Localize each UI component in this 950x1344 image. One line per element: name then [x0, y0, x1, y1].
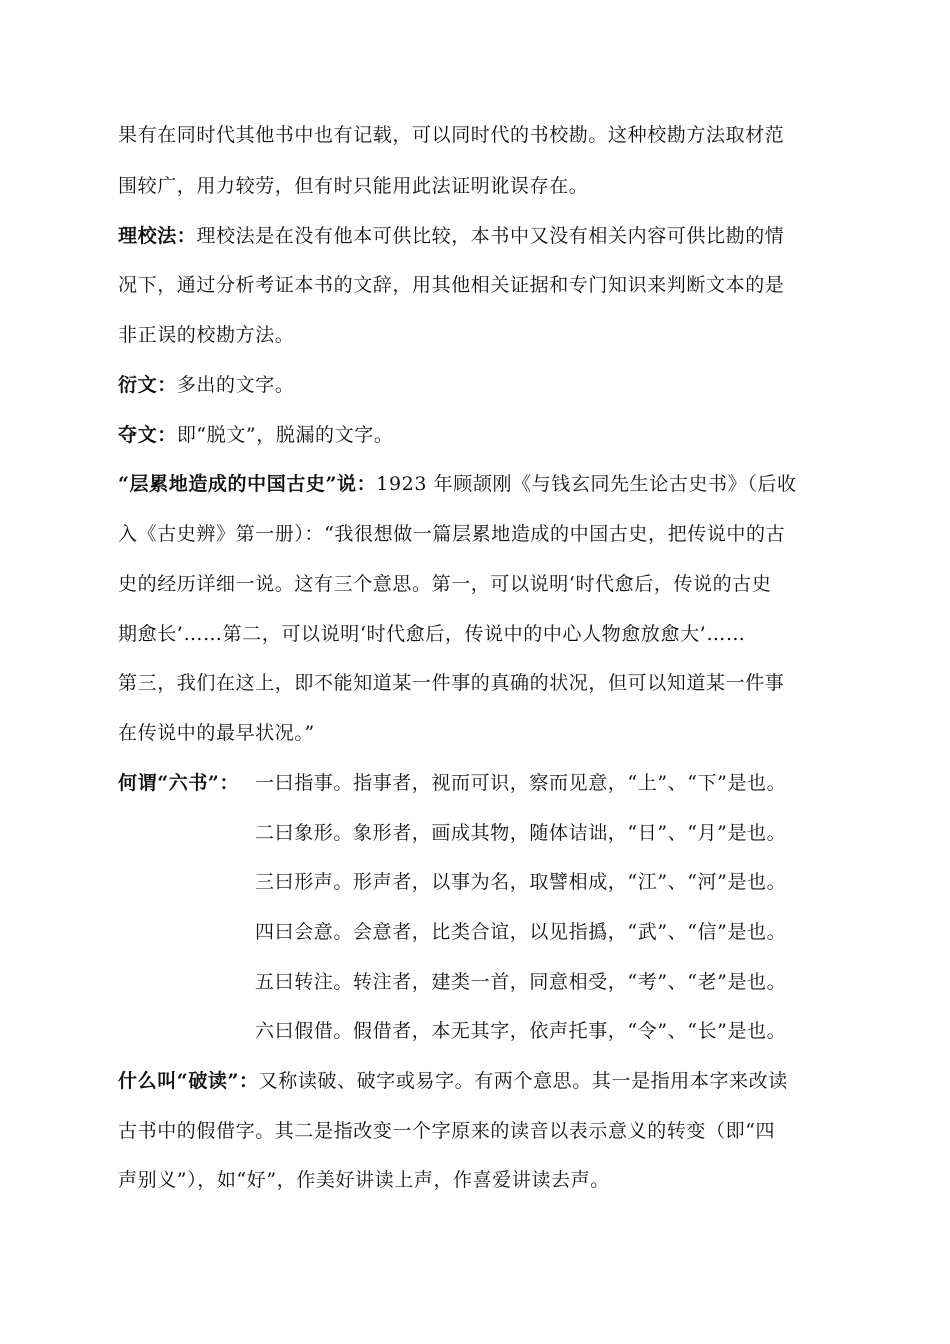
paragraph-3-line-1 — [118, 372, 294, 398]
paragraph-2-line-3: 非正误的校勘方法。 — [118, 324, 295, 346]
term-duowen: 夺文： — [118, 424, 177, 446]
paragraph-5-line-6: 在传说中的最早状况。” — [118, 722, 315, 744]
liushu-item-5: 五曰转注。转注者，建类一首，同意相受，“考”、“老”是也。 — [255, 971, 787, 993]
liushu-item-1: 一曰指事。指事者，视而可识，察而见意，“上”、“下”是也。 — [255, 772, 787, 794]
term-podu: 什么叫“破读”： — [118, 1070, 259, 1092]
paragraph-1-line-2: 围较广，用力较劳，但有时只能用此法证明讹误存在。 — [118, 175, 589, 197]
paragraph-3-text: 多出的文字。 — [176, 374, 295, 396]
liushu-item-6: 六曰假借。假借者，本无其字，依声托事，“令”、“长”是也。 — [255, 1020, 787, 1042]
paragraph-2-text-1: 理校法是在没有他本可供比较，本书中又没有相关内容可供比勘的情 — [196, 225, 785, 247]
term-liushu: 何谓“六书”： — [118, 772, 240, 794]
paragraph-7-line-2: 古书中的假借字。其二是指改变一个字原来的读音以表示意义的转变（即“四 — [118, 1120, 776, 1142]
paragraph-6-line-1 — [118, 770, 239, 796]
term-lixiaofa: 理校法： — [118, 225, 197, 247]
paragraph-5-line-3: 史的经历详细一说。这有三个意思。第一，可以说明‘时代愈后，传说的古史 — [118, 573, 772, 595]
paragraph-5-line-1 — [118, 471, 797, 497]
paragraph-2-line-1 — [118, 223, 784, 249]
paragraph-4-text: 即“脱文”，脱漏的文字。 — [176, 424, 394, 446]
term-yanwen: 衍文： — [118, 374, 177, 396]
liushu-item-4: 四曰会意。会意者，比类合谊，以见指撝，“武”、“信”是也。 — [255, 921, 787, 943]
paragraph-5-line-4: 期愈长’……第二，可以说明‘时代愈后，传说中的中心人物愈放愈大’…… — [118, 623, 746, 645]
paragraph-5-line-5: 第三，我们在这上，即不能知道某一件事的真确的状况，但可以知道某一件事 — [118, 672, 785, 694]
paragraph-5-line-2: 入《古史辨》第一册）：“我很想做一篇层累地造成的中国古史，把传说中的古 — [118, 523, 786, 545]
paragraph-7-line-1 — [118, 1068, 788, 1094]
liushu-item-2: 二曰象形。象形者，画成其物，随体诘诎，“日”、“月”是也。 — [255, 822, 787, 844]
liushu-item-3: 三曰形声。形声者，以事为名，取譬相成，“江”、“河”是也。 — [255, 871, 787, 893]
paragraph-1-line-1: 果有在同时代其他书中也有记载，可以同时代的书校勘。这种校勘方法取材范 — [118, 124, 785, 146]
paragraph-5-text-1: 1923 年顾颉刚《与钱玄同先生论古史书》（后收 — [376, 473, 797, 495]
paragraph-4-line-1 — [118, 422, 393, 448]
paragraph-7-line-3: 声别义”），如“好”，作美好讲读上声，作喜爱讲读去声。 — [118, 1169, 610, 1191]
paragraph-7-text-1: 又称读破、破字或易字。有两个意思。其一是指用本字来改读 — [258, 1070, 788, 1092]
term-cenglei: “层累地造成的中国古史”说： — [118, 473, 377, 495]
paragraph-2-line-2: 况下，通过分析考证本书的文辞，用其他相关证据和专门知识来判断文本的是 — [118, 274, 785, 296]
